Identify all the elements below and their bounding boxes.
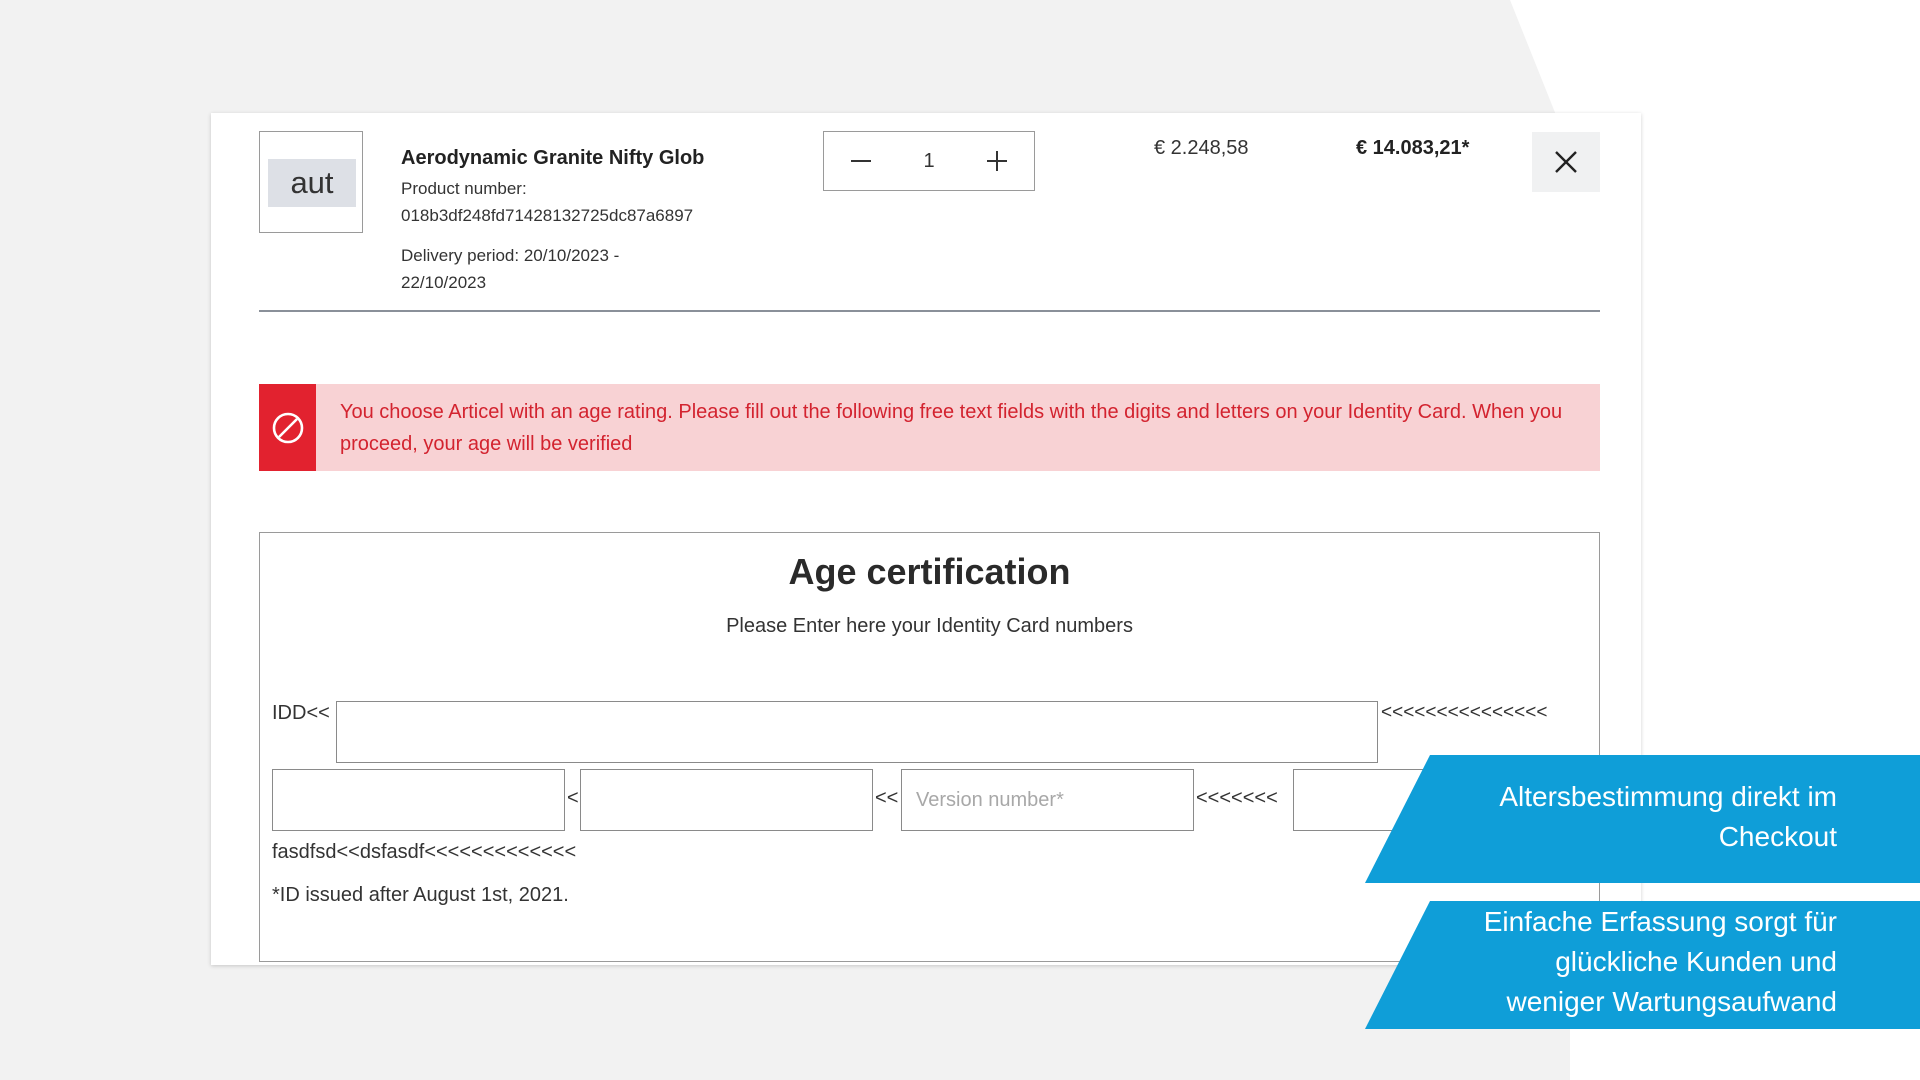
age-certification-title: Age certification [788, 551, 1071, 592]
age-certification-subtitle: Please Enter here your Identity Card numbers [726, 615, 1133, 637]
banner-bottom-line-1: Einfache Erfassung sorgt für [1483, 906, 1837, 937]
id-row1-filler: <<<<<<<<<<<<<<< [1381, 702, 1548, 723]
id-prefix-label: IDD<< [272, 702, 330, 724]
total-price: € 14.083,21* [1356, 137, 1470, 159]
delivery-period-end: 22/10/2023 [401, 273, 487, 292]
separator-1: < [567, 787, 579, 809]
alert-message: You choose Articel with an age rating. Please fill out the following free text fields with the digits and letters on your Identity Card. When you proceed, your age will be verified [340, 401, 1563, 455]
banner-bottom-line-3: weniger Wartungsaufwand [1506, 986, 1837, 1017]
delivery-period: Delivery period: 20/10/2023 - [401, 246, 620, 265]
banner-bottom-line-2: glückliche Kunden und [1555, 946, 1837, 977]
banner-top-line-1: Altersbestimmung direkt im [1499, 781, 1837, 812]
banner-bottom [1484, 902, 1837, 1022]
banner-top-line-2: Checkout [1718, 821, 1837, 852]
unit-price: € 2.248,58 [1154, 137, 1249, 159]
separator-3: <<<<<<< [1196, 787, 1278, 809]
id-footnote: *ID issued after August 1st, 2021. [272, 884, 569, 906]
banner-top [1499, 777, 1837, 857]
product-name[interactable]: Aerodynamic Granite Nifty Glob [401, 147, 705, 169]
mrz-line: fasdfsd<<dsfasdf<<<<<<<<<<<<< [272, 841, 577, 863]
product-image-placeholder: aut [268, 159, 356, 207]
product-number: 018b3df248fd71428132725dc87a6897 [401, 206, 694, 225]
separator-2: << [875, 787, 899, 809]
product-number-label: Product number: [401, 179, 527, 198]
quantity-value[interactable]: 1 [923, 149, 935, 172]
